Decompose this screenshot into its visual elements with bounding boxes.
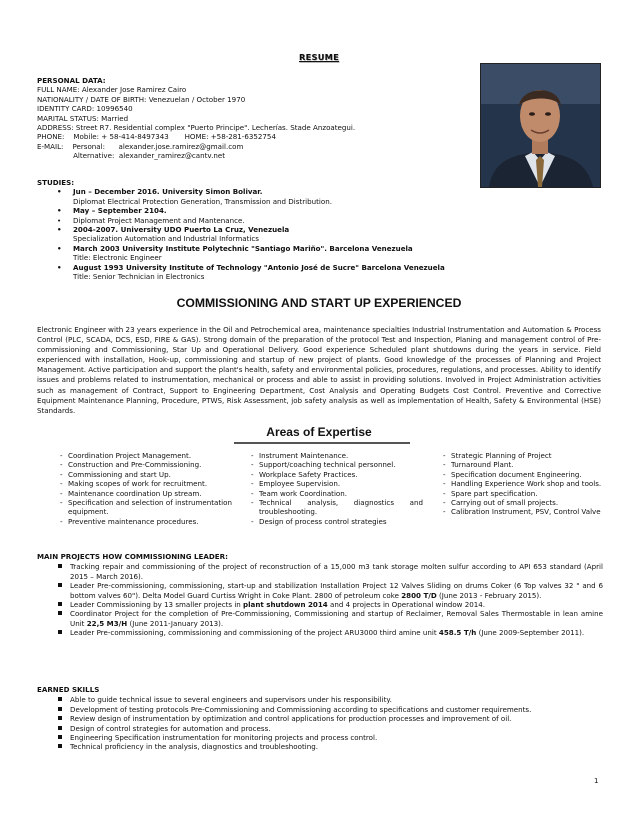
study-detail: Title: Electronic Engineer	[73, 253, 162, 263]
full-name-line: FULL NAME: Alexander Jose Ramirez Cairo	[37, 85, 187, 95]
expertise-item: - Handling Experience Work shop and tools.	[443, 479, 602, 489]
skill-item: Review design of instrumentation by optimization and control applications for production processes and improvement of oil.	[37, 714, 603, 723]
project-item: Tracking repair and commissioning of the project of reconstruction of a 15,000 m3 tank storage molten sulfur according to API 653 standard (April 2015 – March 2016).	[37, 562, 603, 581]
expertise-item: - Specification document Engineering.	[443, 469, 582, 479]
email-line: E-MAIL: Personal: alexander.jose.ramirez@gmail.com	[37, 141, 244, 151]
expertise-divider	[234, 442, 410, 444]
expertise-item: - Employee Supervision.	[251, 479, 341, 489]
resume-title: RESUME	[299, 52, 339, 62]
study-item: • March 2003 University Institute Polytechnic "Santiago Mariño". Barcelona Venezuela	[57, 243, 413, 253]
expertise-item: - Design of process control strategies	[251, 516, 387, 526]
expertise-item: - Spare part specification.	[443, 488, 538, 498]
address-line: ADDRESS: Street R7. Residential complex "Puerto Principe". Lecherías. Stade Anzoategui.	[37, 123, 356, 133]
skill-item: Design of control strategies for automation and process.	[37, 724, 603, 733]
studies-heading: STUDIES:	[37, 178, 75, 187]
expertise-item: - Strategic Planning of Project	[443, 451, 552, 460]
study-item: • 2004-2007. University UDO Puerto La Cruz, Venezuela	[57, 225, 290, 235]
expertise-item: - Technical analysis, diagnostics and troubleshooting.	[251, 498, 423, 517]
expertise-item: - Carrying out of small projects.	[443, 498, 559, 508]
person-portrait-icon	[481, 64, 600, 187]
expertise-column-3	[443, 451, 623, 517]
identity-card-line: IDENTITY CARD: 10996540	[37, 104, 133, 114]
expertise-heading: Areas of Expertise	[266, 425, 372, 439]
project-item: Leader Pre-commissioning, commissioning and commissioning of the project ARU3000 third amine unit 458.5 T/h (June 2009-September 2011).	[37, 628, 603, 637]
expertise-column-1	[60, 451, 232, 526]
skill-item: Able to guide technical issue to several engineers and supervisors under his responsibility.	[37, 695, 603, 704]
expertise-item: - Workplace Safety Practices.	[251, 469, 358, 479]
phone-line: PHONE: Mobile: + 58-414-8497343 HOME: +58-281-6352754	[37, 132, 276, 142]
personal-data-section	[37, 76, 477, 161]
skill-item: Development of testing protocols Pre-Commissioning and Commissioning according to specifications and customer requirements.	[37, 705, 603, 714]
study-detail: Diplomat Electrical Protection Generation, Transmission and Distribution.	[73, 196, 332, 206]
expertise-item: - Maintenance coordination Up stream.	[60, 488, 202, 498]
study-item: • Diplomat Project Management and Mantenance.	[57, 215, 245, 225]
profile-photo	[480, 63, 601, 188]
nationality-line: NATIONALITY / DATE OF BIRTH: Venezuelan / October 1970	[37, 94, 246, 104]
skills-section	[37, 685, 603, 752]
expertise-item: - Construction and Pre-Commissioning.	[60, 460, 202, 470]
study-detail: Specialization Automation and Industrial Informatics	[73, 234, 259, 244]
study-item: • August 1993 University Institute of Technology "Antonio José de Sucre" Barcelona Venezuela	[57, 262, 445, 272]
projects-heading: MAIN PROJECTS HOW COMMISSIONING LEADER:	[37, 552, 228, 561]
expertise-item: - Turnaround Plant.	[443, 460, 514, 470]
study-item: • May – September 2104.	[57, 206, 167, 216]
expertise-item: - Coordination Project Management.	[60, 451, 192, 460]
skills-heading: EARNED SKILLS	[37, 685, 100, 694]
expertise-column-2	[251, 451, 423, 526]
project-item: Leader Pre-commissioning, commissioning, start-up and stabilization Installation Project 12 Valves Sliding on drums Coker (6 Top valves 32 " and 6 bottom valves 60"). Delta Model Guard Curtiss Wright in Coke Plant. 2800 of petroleum coke 2800 T/D (June 2013 - February 2015).	[37, 581, 603, 600]
expertise-item: - Team work Coordination.	[251, 488, 348, 498]
expertise-item: - Commissioning and start Up.	[60, 469, 171, 479]
commissioning-heading: COMMISSIONING AND START UP EXPERIENCED	[176, 296, 462, 310]
expertise-item: - Support/coaching technical personnel.	[251, 460, 396, 470]
project-item: Coordinator Project for the completion of Pre-Commissioning, Commissioning and startup of Reclaimer, Removal Sales Thermostable in lean amine Unit 22,5 M3/H (June 2011-January 2013).	[37, 609, 603, 628]
personal-data-heading: PERSONAL DATA:	[37, 76, 106, 85]
expertise-item: - Instrument Maintenance.	[251, 451, 349, 460]
skill-item: Engineering Specification instrumentation for monitoring projects and process control.	[37, 733, 603, 742]
commissioning-summary: Electronic Engineer with 23 years experience in the Oil and Petrochemical area, maintenance specialties Industrial Instrumentation and Automation & Process Control (PLC, SCADA, DCS, ESD, FIRE & GAS). Strong domain of the preparation of the protocol Test and Inspection, Planing and management control of Pre-commissioning and Commissioning, Star Up and Operational Delivery. Good experience Scheduled plant shutdowns during the years in service. Field experienced with installation, Hook-up, commissioning and startup of new project of plants. Good knowledge of the processes of Planning and Project Management. Active participation and support the plant's health, safety and environmental policies, procedures, regulations, and processes. Ability to identify issues and problems related to instrumentation, mechanical or process and able to assist in providing solutions. Involved in Project Administration activities such as management of Contract, Support to Engineering Department, Cost Analysis and Operating Budgets Cost Control. Preventive and Corrective Equipment Maintenance Planning, Procedure, PTWS, Risk Assessment, job safety analysis as well as implementation of Health, Safety & Environmental (HSE) Standards.	[37, 325, 601, 415]
expertise-item: - Specification and selection of instrumentation equipment.	[60, 498, 232, 517]
alt-email-line: Alternative: alexander_ramirez@cantv.net	[37, 151, 225, 161]
projects-section	[37, 552, 603, 638]
skill-item: Technical proficiency in the analysis, diagnostics and troubleshooting.	[37, 742, 603, 751]
expertise-item: - Preventive maintenance procedures.	[60, 516, 199, 526]
marital-status-line: MARITAL STATUS: Married	[37, 113, 129, 123]
study-detail: Title: Senior Technician in Electronics	[73, 272, 205, 282]
project-item: Leader Commissioning by 13 smaller projects in plant shutdown 2014 and 4 projects in Operational window 2014.	[37, 600, 603, 609]
page-number: 1	[594, 777, 599, 785]
study-item: • Jun – December 2016. University Simon Bolivar.	[57, 187, 263, 197]
expertise-item: - Making scopes of work for recruitment.	[60, 479, 208, 489]
expertise-item: - Calibration Instrument, PSV, Control Valve	[443, 507, 601, 517]
studies-section	[37, 178, 597, 281]
